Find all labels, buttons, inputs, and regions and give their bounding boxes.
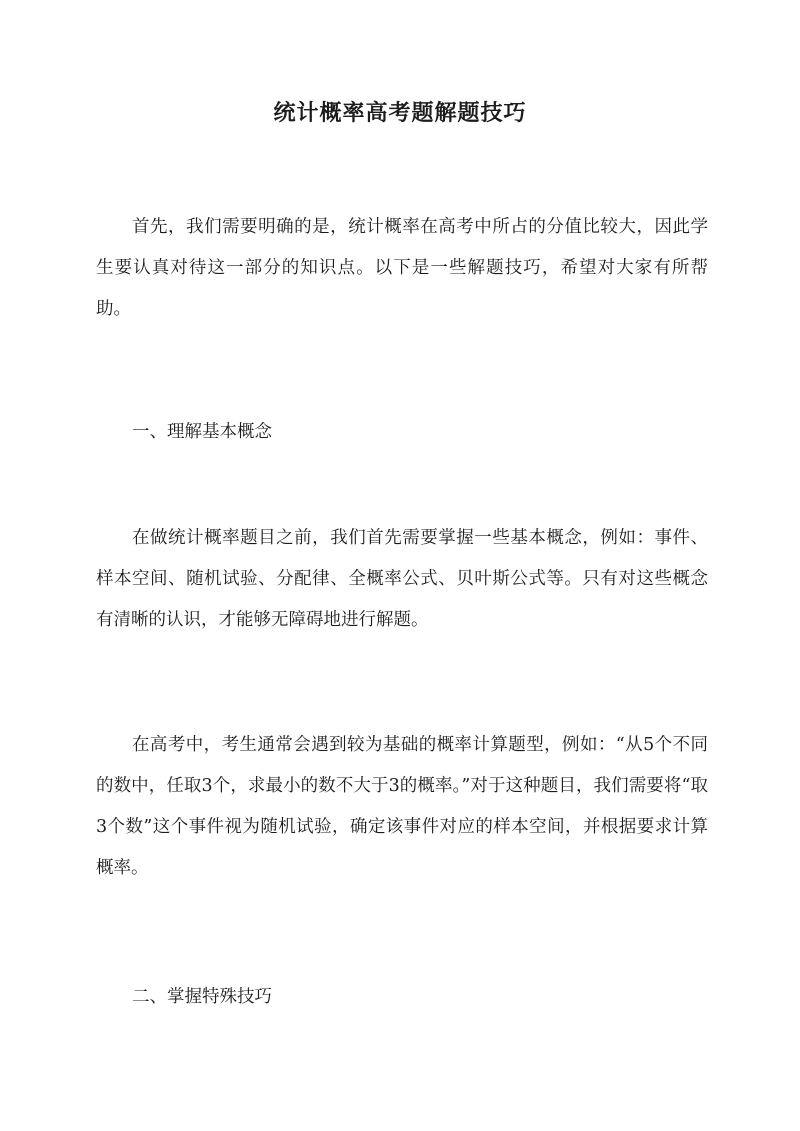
intro-paragraph: 首先，我们需要明确的是，统计概率在高考中所占的分值比较大，因此学生要认真对待这一部分的知识点。以下是一些解题技巧，希望对大家有所帮助。 (96, 217, 708, 319)
section-1-paragraph-2: 在高考中，考生通常会遇到较为基础的概率计算题型，例如：“从5个不同的数中，任取3个，求最小的数不大于3的概率。”对于这种题目，我们需要将“取3个数”这个事件视为随机试验，确定该事件对应的样本空间，并根据要求计算概率。 (96, 735, 708, 878)
section-1-paragraph-1: 在做统计概率题目之前，我们首先需要掌握一些基本概念，例如：事件、样本空间、随机试验、分配律、全概率公式、贝叶斯公式等。只有对这些概念有清晰的认识，才能够无障碍地进行解题。 (96, 528, 708, 630)
section-1-heading: 一、理解基本概念 (132, 422, 272, 442)
section-2-heading: 二、掌握特殊技巧 (132, 987, 272, 1007)
document-title: 统计概率高考题解题技巧 (273, 100, 527, 126)
